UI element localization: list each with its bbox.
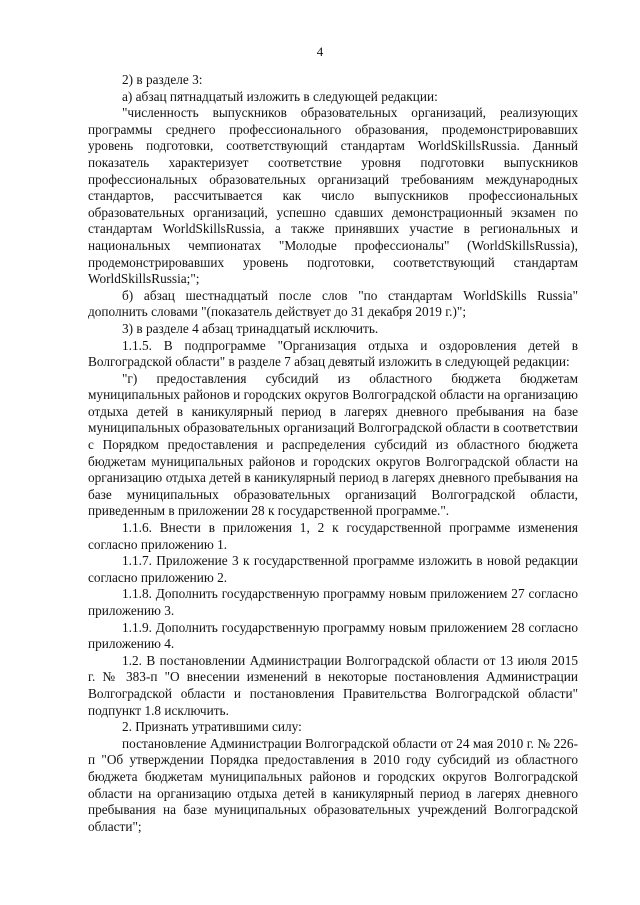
paragraph: 1.1.7. Приложение 3 к государственной программе изложить в новой редакции согласно приложению 2. (88, 553, 578, 585)
paragraph: 1.1.5. В подпрограмме "Организация отдыха и оздоровления детей в Волгоградской области" в разделе 7 абзац девятый изложить в следующей редакции: (88, 337, 578, 370)
paragraph: 2) в разделе 3: (122, 72, 203, 87)
paragraph: 1.1.6. Внести в приложения 1, 2 к государственной программе изменения согласно приложению 1. (88, 520, 578, 552)
page-number: 4 (316, 44, 324, 59)
paragraph: 3) в разделе 4 абзац тринадцатый исключить. (122, 320, 379, 336)
paragraph: 1.2. В постановлении Администрации Волгоградской области от 13 июля 2015 г. № 383-п "О внесении изменений в некоторые постановления Администрации Волгоградской области и постановления Правительства Волгоградской области" подпункт 1.8 исключить. (88, 652, 578, 718)
paragraph: 1.1.9. Дополнить государственную программу новым приложением 28 согласно приложению 4. (88, 619, 578, 652)
paragraph: постановление Администрации Волгоградской области от 24 мая 2010 г. № 226-п "Об утверждении Порядка предоставления в 2010 году субсидий из областного бюджета бюджетам муниципальных районов и городских округов Волгоградской области на организацию отдыха детей в каникулярный период в лагерях дневного пребывания на базе муниципальных образовательных учреждений Волгоградской области"; (88, 735, 578, 834)
paragraph: б) абзац шестнадцатый после слов "по стандартам WorldSkills Russia" дополнить словами "(показатель действует до 31 декабря 2019 г.)"; (88, 287, 578, 320)
paragraph: а) абзац пятнадцатый изложить в следующей редакции: (122, 88, 438, 104)
paragraph: "г) предоставления субсидий из областного бюджета бюджетам муниципальных районов и городских округов Волгоградской области на организацию отдыха детей в каникулярный период в лагерях дневного пребывания на базе муниципальных образовательных организаций Волгоградской области в соответствии с Порядком предоставления и распределения субсидий из областного бюджета бюджетам муниципальных районов и городских округов Волгоградской области на организацию отдыха детей в каникулярный период в лагерях дневного пребывания на базе муниципальных образовательных организаций Волгоградской области, приведенным в приложении 28 к государственной программе.". (88, 370, 578, 519)
paragraph: "численность выпускников образовательных организаций, реализующих программы среднего профессионального образования, продемонстрировавших уровень подготовки, соответствующий стандартам WorldSkillsRussia. Данный показатель характеризует соответствие уровня подготовки выпускников профессиональных образовательных организаций требованиям международных стандартов, рассчитывается как число выпускников профессиональных образовательных организаций, успешно сдавших демонстрационный экзамен по стандартам WorldSkillsRussia, а также принявших участие в региональных и национальных чемпионатах "Молодые профессионалы" (WorldSkillsRussia), продемонстрировавших уровень подготовки, соответствующий стандартам WorldSkillsRussia;"; (88, 105, 578, 287)
paragraph: 1.1.8. Дополнить государственную программу новым приложением 27 согласно приложению 3. (88, 586, 578, 618)
paragraph: 2. Признать утратившими силу: (122, 719, 302, 735)
document-body (88, 72, 578, 835)
